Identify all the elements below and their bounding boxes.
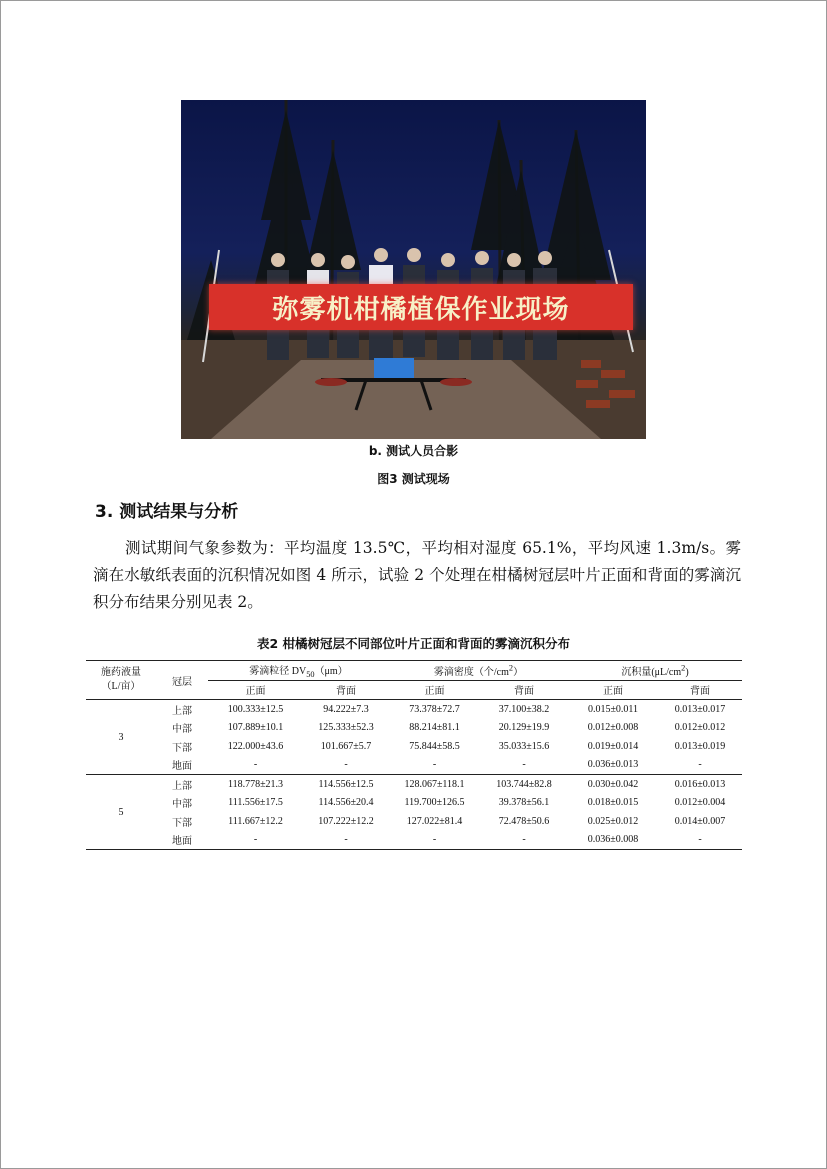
- table-row: [86, 756, 742, 775]
- dep-back-cell: 0.012±0.012: [674, 722, 726, 734]
- dv-front-cell: 107.889±10.1: [227, 722, 284, 734]
- photo-scene: [181, 100, 646, 439]
- deposit-header: [568, 661, 742, 681]
- den-front-cell: 73.378±72.7: [409, 703, 460, 715]
- rate-header-unit: （L/亩）: [101, 681, 141, 692]
- layer-cell: 上部: [172, 705, 192, 717]
- dv50-header-unit: （μm）: [314, 665, 348, 677]
- layer-cell: 地面: [156, 831, 208, 850]
- table-row: [86, 794, 742, 813]
- rate-cell: 3: [118, 731, 124, 743]
- den-front-cell: 128.067±118.1: [389, 775, 480, 794]
- deposit-header-label: 沉积量(μL/cm: [621, 666, 682, 678]
- dep-back-cell: 0.012±0.004: [674, 797, 726, 809]
- den-front-cell: -: [389, 831, 480, 850]
- table-title: 表2 柑橘树冠层不同部位叶片正面和背面的雾滴沉积分布: [256, 636, 571, 651]
- den-back-cell: 72.478±50.6: [498, 815, 550, 827]
- dv-front-cell: 100.333±12.5: [227, 703, 284, 715]
- den-front-cell: 127.022±81.4: [406, 815, 463, 827]
- table-row: [86, 812, 742, 831]
- table-row: [86, 737, 742, 756]
- photo-banner: 弥雾机柑橘植保作业现场: [209, 284, 633, 330]
- dep-front-cell: 0.030±0.042: [568, 775, 658, 794]
- den-front-cell: -: [432, 759, 437, 771]
- dv-front-cell: 122.000±43.6: [227, 740, 284, 752]
- dep-front-cell: 0.012±0.008: [587, 722, 639, 734]
- table-row: [86, 719, 742, 738]
- den-back-cell: 103.744±82.8: [480, 775, 568, 794]
- dep-front-cell: 0.015±0.011: [587, 703, 639, 715]
- rate-header: [86, 661, 156, 700]
- dv-front-cell: 111.556±17.5: [228, 797, 283, 809]
- dep-front-cell: 0.036±0.008: [568, 831, 658, 850]
- dv-front-cell: 118.778±21.3: [208, 775, 303, 794]
- den-back-cell: -: [522, 759, 526, 771]
- table-row: [86, 831, 742, 850]
- dep-front-cell: 0.018±0.015: [587, 797, 639, 809]
- rate-header-label: 施药液量: [101, 667, 141, 678]
- dep-back-cell: -: [658, 831, 742, 850]
- layer-cell: 下部: [172, 742, 192, 754]
- dep-front-cell: 0.036±0.013: [587, 759, 639, 771]
- dv-back-cell: 114.556±20.4: [318, 797, 374, 809]
- den-back-cell: -: [480, 831, 568, 850]
- deposit-header-superscript: 2: [681, 663, 686, 673]
- rate-cell: 5: [86, 775, 156, 850]
- den-back-cell: 20.129±19.9: [498, 722, 550, 734]
- dep-front-cell: 0.019±0.014: [587, 740, 639, 752]
- dv-back-cell: -: [344, 759, 348, 771]
- dv-back-cell: 125.333±52.3: [318, 722, 374, 734]
- dv50-header-subscript: 50: [306, 669, 315, 679]
- layer-cell: 中部: [172, 799, 192, 811]
- den-front-cell: 75.844±58.5: [409, 740, 460, 752]
- layer-cell: 地面: [172, 761, 192, 773]
- dv50-back-header: 背面: [303, 680, 389, 700]
- dv50-header: [208, 661, 389, 681]
- dep-back-cell: -: [698, 759, 702, 771]
- dv-front-cell: -: [253, 759, 258, 771]
- dv-back-cell: 94.222±7.3: [323, 703, 369, 715]
- table-row: [86, 775, 742, 794]
- layer-header: 冠层: [156, 661, 208, 700]
- dep-back-cell: 0.014±0.007: [674, 815, 726, 827]
- dv-back-cell: 101.667±5.7: [320, 740, 372, 752]
- deposition-table: [86, 660, 742, 850]
- den-back-cell: 37.100±38.2: [498, 703, 550, 715]
- body-paragraph: 测试期间气象参数为：平均温度 13.5℃，平均相对湿度 65.1%，平均风速 1.3m/s。雾滴在水敏纸表面的沉积情况如图 4 所示，试验 2 个处理在柑橘树冠层叶片正面和背面的雾滴沉积分布结果分别见表 2。: [93, 539, 741, 611]
- density-header-superscript: 2: [508, 663, 514, 673]
- deposit-front-header: 正面: [568, 680, 658, 700]
- density-header-close: ）: [513, 666, 524, 678]
- den-front-cell: 88.214±81.1: [409, 722, 460, 734]
- dep-back-cell: 0.016±0.013: [658, 775, 742, 794]
- dv-back-cell: 107.222±12.2: [318, 815, 374, 827]
- den-back-cell: 39.378±56.1: [498, 797, 550, 809]
- density-front-header: 正面: [389, 680, 480, 700]
- table-row: [86, 700, 742, 719]
- density-header-label: 雾滴密度（个/cm: [433, 666, 509, 678]
- layer-cell: 中部: [172, 724, 192, 736]
- dv-back-cell: 114.556±12.5: [303, 775, 389, 794]
- dv-back-cell: -: [303, 831, 389, 850]
- dv50-front-header: 正面: [208, 680, 303, 700]
- deposit-header-close: ): [685, 666, 689, 678]
- density-header: [389, 661, 568, 681]
- deposit-back-header: 背面: [658, 680, 742, 700]
- dep-front-cell: 0.025±0.012: [587, 815, 639, 827]
- layer-cell: 上部: [156, 775, 208, 794]
- table-header-row: [86, 661, 742, 681]
- density-back-header: 背面: [480, 680, 568, 700]
- den-back-cell: 35.033±15.6: [498, 740, 550, 752]
- figure-subcaption: b. 测试人员合影: [368, 444, 459, 458]
- dep-back-cell: 0.013±0.017: [674, 703, 726, 715]
- section-title: 3. 测试结果与分析: [95, 502, 239, 522]
- den-front-cell: 119.700±126.5: [404, 797, 465, 809]
- dv-front-cell: -: [208, 831, 303, 850]
- figure-caption: 图3 测试现场: [377, 472, 450, 486]
- dv-front-cell: 111.667±12.2: [228, 815, 283, 827]
- dep-back-cell: 0.013±0.019: [674, 740, 726, 752]
- dv50-header-label: 雾滴粒径 DV: [249, 665, 307, 677]
- table-body: [86, 700, 742, 850]
- layer-cell: 下部: [172, 817, 192, 829]
- team-photo: [181, 100, 646, 439]
